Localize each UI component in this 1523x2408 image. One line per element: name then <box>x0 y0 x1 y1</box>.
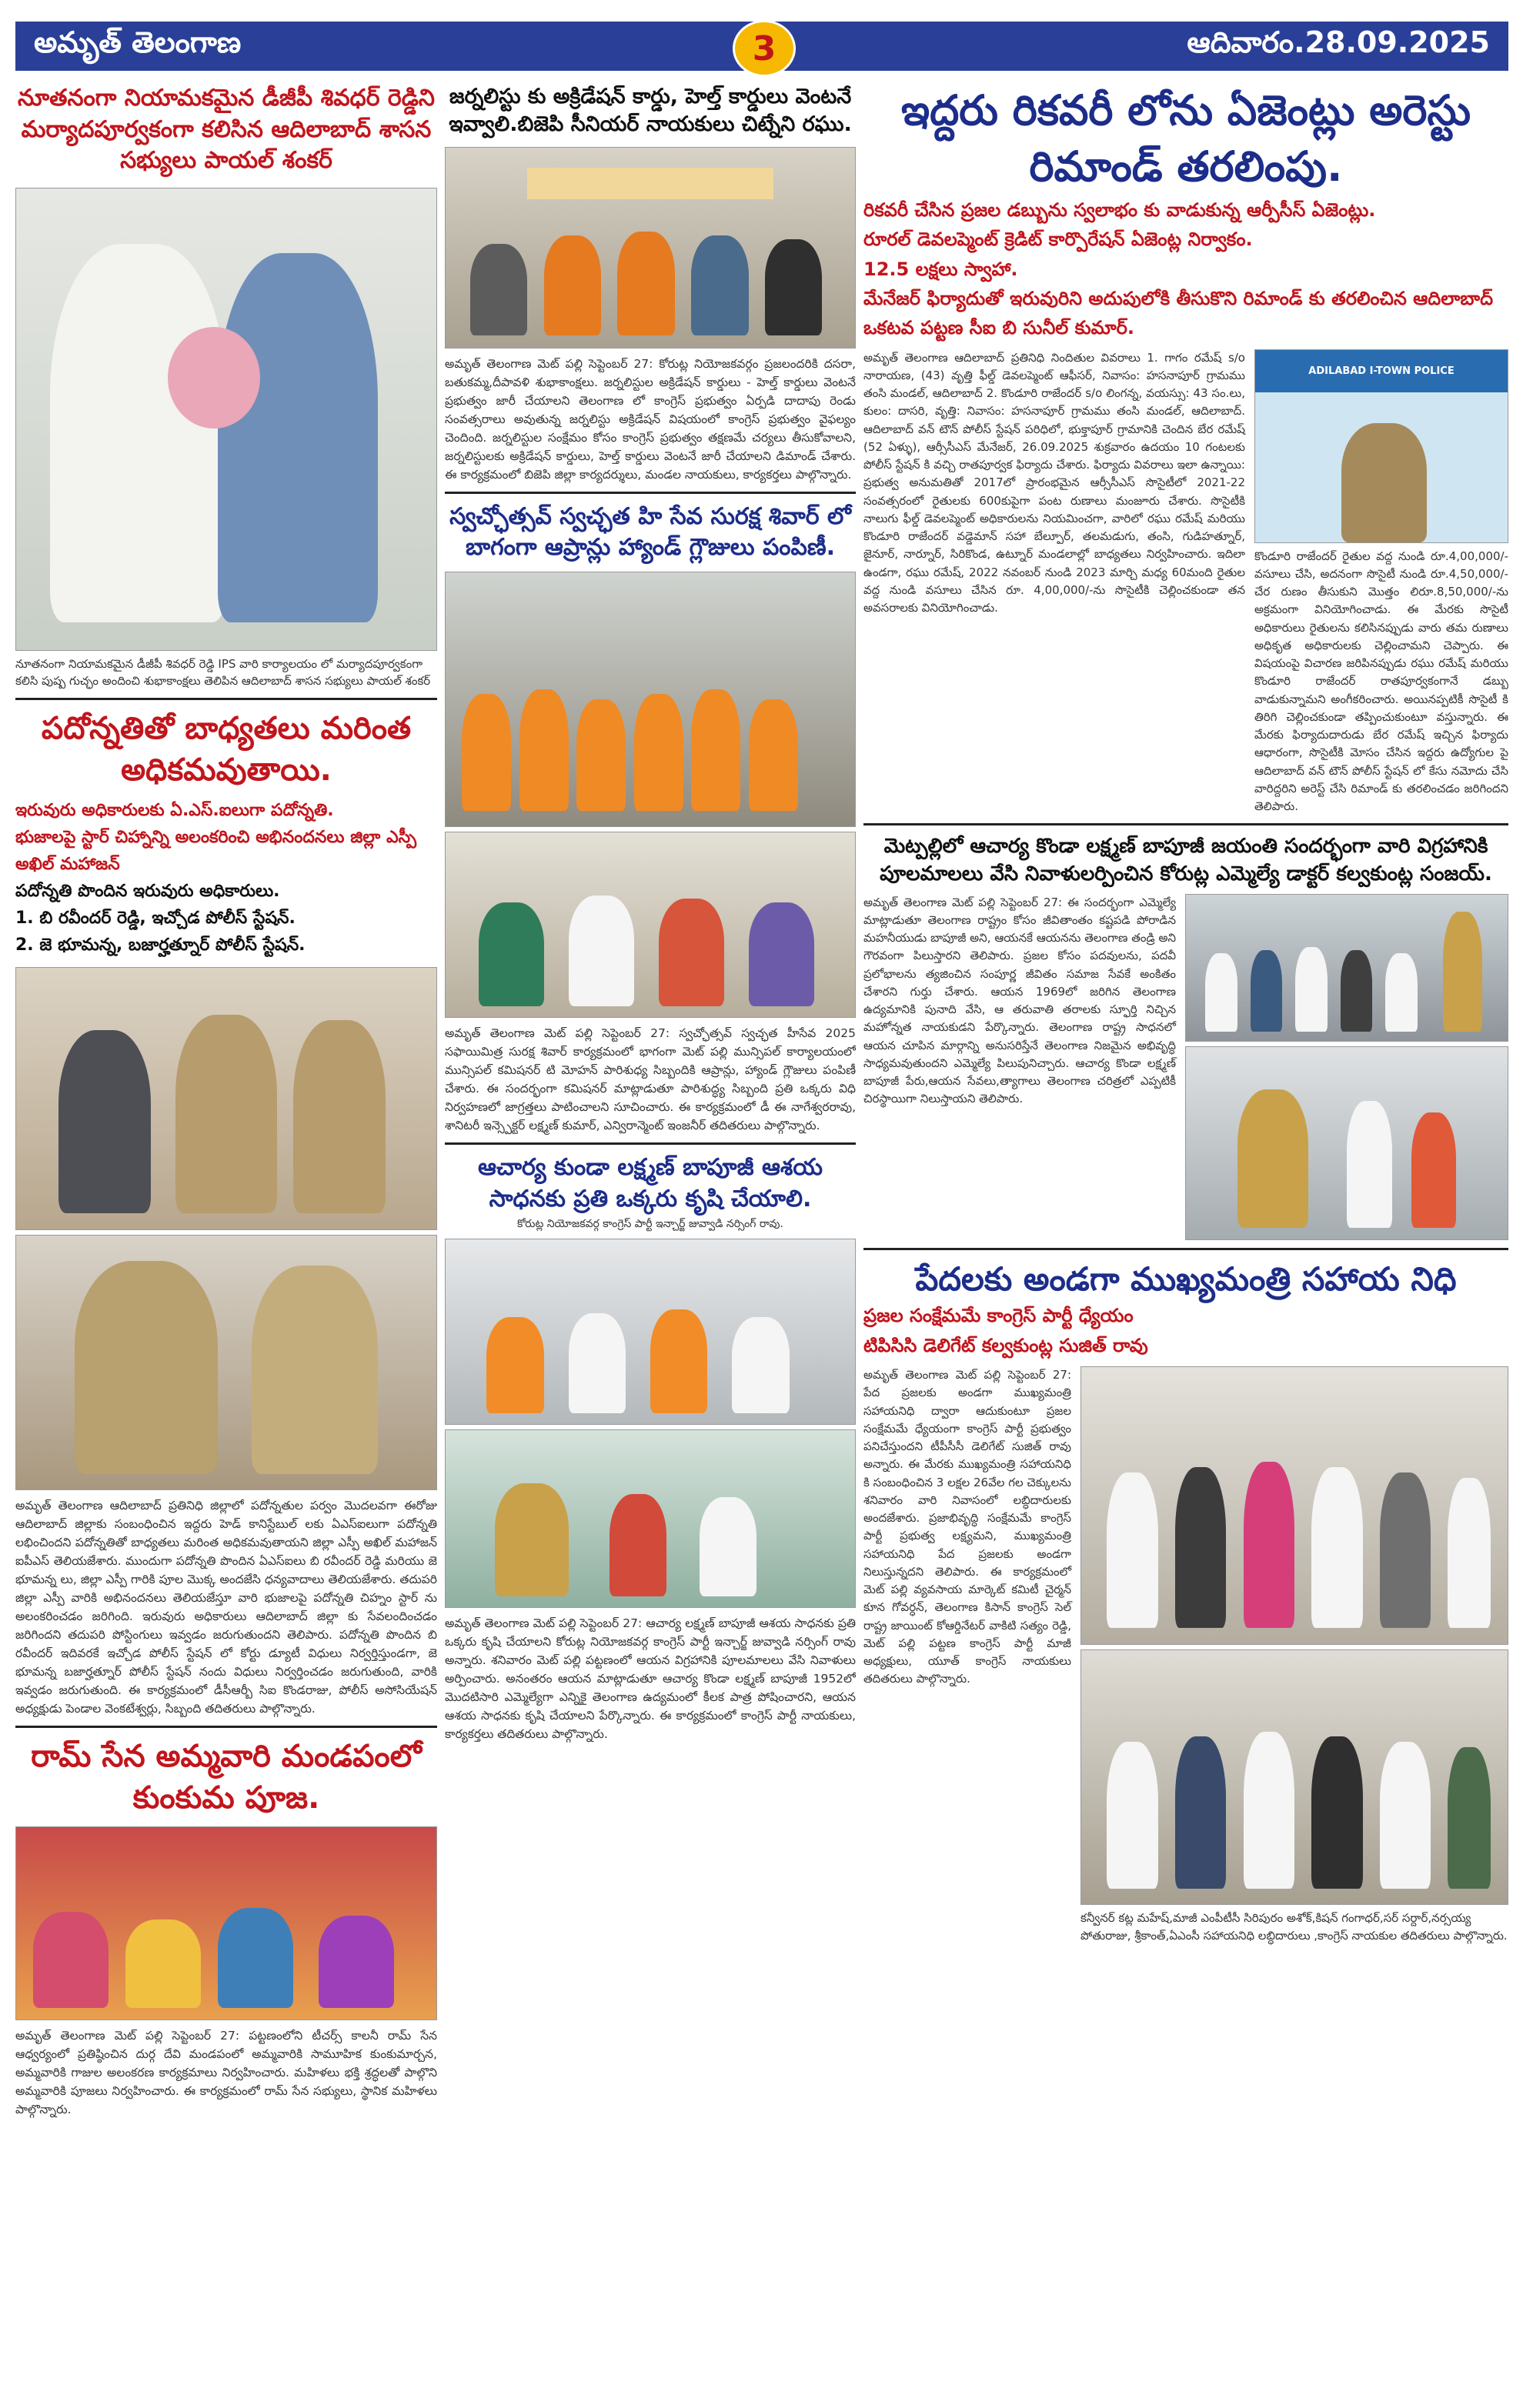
article-recovery-body-1: అమృత్ తెలంగాణ ఆదిలాబాద్ ప్రతినిధి నిందితుల వివరాలు 1. గాగం రమేష్ s/o నారాయణ, (43) వృత్తి ఫీల్డ్ డెవలప్మెంట్ ఆఫీసర్, నివాసం: హసనాపూర్ గ్రామము తంసి మండల్, ఆదిలాబాద్ 2. కొండూరి రాజేందర్ s/o లింగన్న, వయస్సు: 43 సం.లు, కులం: దాసరి, వృత్తి: నివాసం: హసనాపూర్ గ్రామము తంసి మండల్, ఆదిలాబాద్. ఆదిలాబాద్ వన్ టౌన్ పోలీస్ స్టేషన్ పరిధిలో, భుక్తాపూర్ గ్రామానికి చెందిన బేర రమేష్ (52 ఏళ్ళు), ఆర్సీసీఎస్ మేనేజర్, 26.09.2025 శుక్రవారం ఉదయం 10 గంటలకు పోలీస్ స్టేషన్ కి వచ్చి రాతపూర్వక ఫిర్యాదు చేశారు. ఫిర్యాదు వివరాలు ఇలా ఉన్నాయి: ప్రభుత్వ అనుమతితో 2017లో ప్రారంభమైన ఆర్సీసీఎస్ సొసైటీలో 2021-22 సంవత్సరంలో రైతులకు 600కుపైగా పంట రుణాలు మంజూరు చేశారు. సొసైటీకి నాలుగు ఫీల్డ్ డెవలప్మెంట్ అధికారులను నియమించగా, వారిలో రఘు రమేష్ మరియు కొండూరి రాజేందర్ వడ్డెమాన్ సహా బేల్పూర్, తలమడుగు, తంసి, గుడిహత్నూర్, జైనూర్, నార్నూర్, సిరికొండ, ఉట్నూర్ మండలాల్లో బాధ్యతలు నిర్వహించారు. ఇదిలా ఉండగా, రఘు రమేష్, 2022 నవంబర్ నుండి 2023 మార్చి మధ్య 60మంది రైతుల వద్ద నుండి వసూలు చేసిన రూ. 4,00,000/-ను సొసైటీకి చెల్లించకుండా తన అవసరాలకు వినియోగించాడు. <box>863 350 1245 615</box>
stage-banner <box>527 168 773 200</box>
article-kumkuma-body: అమృత్ తెలంగాణ మెట్ పల్లి సెప్టెంబర్ 27: పట్టణంలోని టీచర్స్ కాలనీ రామ్ సేన ఆధ్వర్యంలో ప్రతిష్ఠించిన దుర్గ దేవి మండపంలో అమ్మవారికి సామూహిక కుంకుమార్చన, అమ్మవారికి గాజుల అలంకరణ కార్యక్రమాలు నిర్వహించారు. మహిళలు భక్తి శ్రద్ధలతో పాల్గొని అమ్మవారికి పూజలు నిర్వహించారు. ఈ కార్యక్రమంలో రామ్ సేన సభ్యులు, స్థానిక మహిళలు పాల్గొన్నారు. <box>15 2028 437 2116</box>
photo-bapuji-2 <box>445 1429 856 1608</box>
photo-promotion-2 <box>15 1235 437 1490</box>
headline-recovery-agents: ఇద్దరు రికవరీ లోను ఏజెంట్లు అరెస్టు రిమాండ్ తరలింపు. <box>900 86 1471 191</box>
person-figure <box>479 902 544 1006</box>
person-figure <box>569 1313 626 1413</box>
person-figure <box>1251 950 1283 1032</box>
person-figure <box>576 699 626 811</box>
article-bapuji-body: అమృత్ తెలంగాణ మెట్ పల్లి సెప్టెంబర్ 27: ఆచార్య లక్ష్మణ్ బాపూజీ ఆశయ సాధనకు ప్రతి ఒక్కరు కృషి చేయాలని కోరుట్ల నియోజకవర్గ కాంగ్రెస్ పార్టీ ఇన్చార్జ్ జువ్వాడి నర్సింగ్ రావు అన్నారు. శనివారం మెట్ పల్లి పట్టణంలో ఆయన విగ్రహానికి పూలమాలలు వేసి నివాళులు అర్పించారు. అనంతరం ఆయన మాట్లాడుతూ ఆచార్య కొండా లక్ష్మణ్ బాపూజీ 1952లో మొదటిసారి ఎమ్మెల్యేగా ఎన్నికై తెలంగాణ ఉద్యమంలో కీలక పాత్ర పోషించారని, ఆయన ఆశయ సాధనకు కృషి చేయాలని పేర్కొన్నారు. ఈ కార్యక్రమంలో కాంగ్రెస్ పార్టీ నాయకులు, కార్యకర్తలు తదితరులు పాల్గొన్నారు. <box>445 1616 856 1742</box>
person-figure <box>1311 1736 1362 1889</box>
person-figure <box>125 1919 201 2008</box>
person-figure <box>50 244 226 622</box>
person-figure <box>1341 423 1428 542</box>
statue-figure <box>1237 1089 1308 1228</box>
article-promotion-body: అమృత్ తెలంగాణ ఆదిలాబాద్ ప్రతినిధి జిల్లాలో పదోన్నతుల పర్వం మొదలవగా ఈరోజు ఆదిలాబాద్ జిల్లాకు సంబంధించిన ఇద్దరు హెడ్ కానిస్టేబుల్ లకు ఏఎస్ఐలుగా పదోన్నతి లభించిందని పదోన్నతితో బాధ్యతలు మరింత అధికమవుతాయని జిల్లా ఎస్పీ అఖిల్ మహాజన్ ఐపీఎస్ తెలియజేశారు. ముందుగా పదోన్నతి పొందిన ఏఎస్ఐలు బి రవీందర్ రెడ్డి మరియు జె భూమన్న లు, జిల్లా ఎస్పీ గారికి పూల మొక్క అందజేసి ధన్యవాదాలు తెలియజేశారు. తదుపరి జిల్లా ఎస్పీ వారికి అభినందనలు తెలియజేస్తూ వారి భుజాలపై పదోన్నతి చిహ్నం స్టార్ ను అలంకరించడం జరిగింది. ఇరువురు అధికారులు ఆదిలాబాద్ జిల్లా కు సేవలందించడం జరిగిందని తదుపరి పోస్టింగులు ఇవ్వడం జరుగుతుందని తెలిపారు. పదోన్నతి పొందిన బి రవీందర్ ఇదివరకే ఇచ్చోడ పోలీస్ స్టేషన్ లో కోర్టు డ్యూటీ విధులు నిర్వర్తిస్తుండగా, జె భూమన్న బజార్హత్నూర్ పోలీస్ స్టేషన్ నందు విధులు నిర్వర్తించడం జరుగుతుంది, వారికి ఇవ్వడం జరుగుతుంది. ఈ కార్యక్రమంలో డీసీఆర్బీ సిఐ కొండరాజు, పోలీస్ అసోసియేషన్ అధ్యక్షుడు పెండాల వెంకటేశ్వర్లు, సిబ్బంది తదితరులు పాల్గొన్నారు. <box>15 1498 437 1716</box>
photo-swachhata-2 <box>445 832 856 1018</box>
photo-mla-group <box>1185 894 1508 1042</box>
promotion-item-1: 1. బి రవీందర్ రెడ్డి, ఇచ్చోడ పోలీస్ స్టేషన్. <box>15 909 296 929</box>
person-figure <box>732 1317 789 1413</box>
person-figure <box>1311 1467 1362 1628</box>
article-cm-fund-body: అమృత్ తెలంగాణ మెట్ పల్లి సెప్టెంబర్ 27: పేద ప్రజలకు అండగా ముఖ్యమంత్రి సహాయనిధి ద్వారా ఆదుకుంటూ ప్రజల సంక్షేమమే ధ్యేయంగా కాంగ్రెస్ పార్టీ ప్రభుత్వం పనిచేస్తుందని టీపీసీసీ డెలిగేట్ సుజిత్ రావు అన్నారు. ఈ మేరకు ముఖ్యమంత్రి సహాయనిధి కి సంబంధించిన 3 లక్షల 26వేల గల చెక్కులను శనివారం వారి నివాసంలో లబ్ధిదారులకు అందజేశారు. ప్రజాభివృద్ధి సంక్షేమమే కాంగ్రెస్ పార్టీ ప్రభుత్వ లక్ష్యమని, ముఖ్యమంత్రి సహాయనిధి పేద ప్రజలకు అండగా నిలుస్తున్నదని తెలిపారు. ఈ కార్యక్రమంలో మెట్ పల్లి వ్యవసాయ మార్కెట్ కమిటీ చైర్మన్ కూన గోవర్ధన్, తెలంగాణ కిసాన్ కాంగ్రెస్ సెల్ రాష్ట్ర జాయింట్ కోఆర్డినేటర్ వాకిటి సత్యం రెడ్డి, మెట్ పల్లి పట్టణ కాంగ్రెస్ పార్టీ మాజీ అధ్యక్షులు, యూత్ కాంగ్రెస్ నాయకులు తదితరులు పాల్గొన్నారు. <box>863 1368 1071 1686</box>
column-left <box>15 83 437 2395</box>
person-figure <box>659 899 724 1006</box>
issue-date: ఆదివారం.28.09.2025 <box>1187 25 1490 59</box>
person-figure <box>700 1497 756 1596</box>
person-figure <box>1347 1101 1392 1228</box>
person-figure <box>486 1317 543 1413</box>
article-mla-body: అమృత్ తెలంగాణ మెట్ పల్లి సెప్టెంబర్ 27: ఈ సందర్భంగా ఎమ్మెల్యే మాట్లాడుతూ తెలంగాణ రాష్ట్రం కోసం జీవితాంతం కష్టపడి పోరాడిన మహనీయుడు బాపూజీ అని, ఆయనకే ఆయనను తెలంగాణ తండ్రి అని గౌరవంగా పిలుస్తారని తెలిపారు. ప్రజల కోసం పదవులను, పదవీ ప్రలోభాలను త్యజించిన సంపూర్ణ జీవితం సమాజ సేవకే అంకితం చేశారని గుర్తు చేశారు. ఆయన 1969లో జరిగిన తెలంగాణ ఉద్యమానికి పునాది వేసి, ఆ తరువాతి తరాలకు స్ఫూర్తి నిచ్చిన మహోన్నత నాయకుడని పేర్కొన్నారు. తెలంగాణ రాష్ట్ర సాధనలో ఆయన చూపిన మార్గాన్ని అనుసరిస్తేనే తెలంగాణ నిజమైన అభివృద్ధి సాధ్యమవుతుందని ఎమ్మెల్యే పిలుపునిచ్చారు. ఆచార్య కొండా లక్ష్మణ్ బాపూజీ పేరు,ఆయన సేవలు,త్యాగాలు తెలంగాణ చరిత్రలో ఎప్పటికీ చిరస్థాయిగా నిలుస్తాయని తెలిపారు. <box>863 895 1176 1106</box>
statue-figure <box>1443 912 1481 1032</box>
statue-figure <box>495 1483 569 1596</box>
person-figure <box>175 1015 276 1213</box>
photo-police-officer <box>1254 349 1508 543</box>
person-figure <box>252 1266 378 1474</box>
headline-cm-relief-fund: పేదలకు అండగా ముఖ్యమంత్రి సహాయ నిధి <box>915 1259 1457 1298</box>
photo-bapuji-1 <box>445 1239 856 1425</box>
recovery-sub4: మేనేజర్ ఫిర్యాదుతో ఇరువురిని అదుపులోకి తీసుకొని రిమాండ్ కు తరలించిన ఆదిలాబాద్ ఒకటవ పట్టణ సీఐ బి సునీల్ కుమార్. <box>863 287 1494 339</box>
person-figure <box>319 1916 394 2008</box>
person-figure <box>749 902 814 1006</box>
headline-dgp-meeting: నూతనంగా నియామకమైన డీజీపీ శివధర్ రెడ్డిని మర్యాదపూర్వకంగా కలిసిన ఆదిలాబాద్ శాసన సభ్యులు పాయల్ శంకర్ <box>18 85 435 174</box>
headline-bapuji-ideals: ఆచార్య కుండా లక్ష్మణ్ బాపూజీ ఆశయ సాధనకు ప్రతి ఒక్కరు కృషి చేయాలి. <box>478 1154 823 1212</box>
headline-kumkuma-puja: రామ్ సేన అమ్మవారి మండపంలో కుంకుమ పూజ. <box>31 1738 422 1816</box>
page-number-badge: 3 <box>733 20 796 77</box>
headline-mla-tribute: మెట్పల్లిలో ఆచార్య కొండా లక్ష్మణ్ బాపూజీ జయంతి సందర్భంగా వారి విగ్రహానికి పూలమాలలు వేసి నివాళులర్పించిన కోరుట్ల ఎమ్మెల్యే డాక్టర్ కల్వకుంట్ల సంజయ్. <box>880 835 1492 885</box>
headline-journalist-cards: జర్నలిస్టు కు అక్రిడేషన్ కార్డు, హెల్త్ కార్డులు వెంటనే ఇవ్వాలి.బిజెపి సీనియర్ నాయకులు చిట్నేని రఘు. <box>449 85 852 137</box>
person-figure <box>293 1020 386 1214</box>
person-figure <box>58 1030 151 1213</box>
section-divider <box>863 1248 1508 1250</box>
promotion-item-2: 2. జె భూమన్న, బజార్హత్నూర్ పోలీస్ స్టేషన్. <box>15 936 306 956</box>
person-figure <box>650 1309 707 1412</box>
person-figure <box>1175 1736 1226 1889</box>
person-figure <box>1205 953 1237 1032</box>
flower-bouquet <box>168 327 260 429</box>
person-figure <box>544 235 601 335</box>
article-journalist-body: అమృత్ తెలంగాణ మెట్ పల్లి సెప్టెంబర్ 27: కోరుట్ల నియోజకవర్గం ప్రజలందరికి దసరా, బతుకమ్మ,దీపావళి శుభాకాంక్షలు. జర్నలిస్టుల అక్రిడేషన్ కార్డులు - హెల్త్ కార్డులు వెంటనే ప్రభుత్వం జారీ చేయాలని తెలంగాణ లో కాంగ్రెస్ ప్రభుత్వం ఏర్పడి దాదాపు రెండు సంవత్సరాలు అవుతున్న జర్నలిస్టు అక్రిడేషన్ విషయంలో కాంగ్రెస్ ప్రభుత్వం వైఫల్యం చెందింది. జర్నలిస్టుల సంక్షేమం కోసం కాంగ్రెస్ ప్రభుత్వం తక్షణమే చర్యలు తీసుకోవాలని, జర్నలిస్టులకు అక్రిడేషన్ కార్డులు, హెల్త్ కార్డులు వెంటనే జారీ చేయాలని డిమాండ్ చేశారు. ఈ కార్యక్రమంలో బిజెపి జిల్లా కార్యదర్శులు, మండల నాయకులు, కార్యకర్తలు పాల్గొన్నారు. <box>445 356 856 482</box>
person-figure <box>1244 1732 1294 1889</box>
person-figure <box>1341 950 1373 1032</box>
person-figure <box>1107 1742 1157 1889</box>
photo-cm-fund-1 <box>1080 1366 1508 1645</box>
section-divider <box>445 1142 856 1145</box>
person-figure <box>634 694 683 811</box>
person-figure <box>1448 1478 1490 1627</box>
cm-fund-sub2: టిపిసిసి డెలిగేట్ కల్వకుంట్ల సుజిత్ రావు <box>863 1334 1148 1356</box>
section-divider <box>15 1726 437 1728</box>
recovery-sub2: రూరల్ డెవలప్మెంట్ క్రెడిట్ కార్పొరేషన్ ఏజెంట్ల నిర్వాకం. <box>863 228 1253 251</box>
person-figure <box>218 1908 293 2008</box>
photo-dgp-meeting <box>15 188 437 651</box>
caption-cm-fund: కన్వీనర్ కట్ల మహేష్,మాజీ ఎంపీటీసీ సిరిపురం అశోక్,కిషన్ గంగాధర్,సర్ సర్దార్,నర్సయ్య పోతురాజు, శ్రీకాంత్,ఏఎంసీ సహాయనిధి లబ్ధిదారులు ,కాంగ్రెస్ నాయకుల తదితరులు పాల్గొన్నారు. <box>1080 1911 1508 1943</box>
person-figure <box>1448 1747 1490 1889</box>
person-figure <box>691 689 740 811</box>
cm-fund-sub1: ప్రజల సంక్షేమమే కాంగ్రెస్ పార్టీ ధ్యేయం <box>863 1305 1134 1327</box>
person-figure <box>1295 947 1328 1032</box>
photo-swachhata-1 <box>445 572 856 827</box>
person-figure <box>519 689 569 811</box>
person-figure <box>1385 953 1418 1032</box>
person-figure <box>218 253 377 622</box>
person-figure <box>610 1494 666 1596</box>
article-recovery-body-2: కొండూరి రాజేందర్ రైతుల వద్ద నుండి రూ.4,00,000/- వసూలు చేసి, అదనంగా సొసైటీ నుండి రూ.4,50,000/- చేర రుణం తీసుకుని మొత్తం లిరూ.8,50,000/-ను అక్రమంగా వినియోగించాడు. ఈ మేరకు సొసైటీ అధికారులు రైతులను కలిసినప్పుడు వారు తమ రుణాలు అధికృత అధికారులకు చెల్లించామని చెప్పారు. ఈ విషయంపై విచారణ జరిపినప్పుడు రఘు రమేష్ మరియు కొండూరి రాజేందర్ రాతపూర్వకంగానే డబ్బు వాడుకున్నామని అంగీకరించారు. అయినప్పటికీ సొసైటీ కి తిరిగి చెల్లించకుండా తప్పించుకుంటూ వస్తున్నారు. ఈ మేరకు ఫిర్యాదుదారుడు బేర రమేష్ ఇచ్చిన ఫిర్యాదు ఆధారంగా, సొసైటీకి మోసం చేసిన ఇద్దరు ఉద్యోగుల పై ఆదిలాబాద్ వన్ టౌన్ పోలీస్ స్టేషన్ లో కేసు నమోదు చేసి వారిద్దరిని అరెస్ట్ చేసి రిమాండ్ కు తరలించడం జరిగిందని తెలిపారు. <box>1254 549 1508 814</box>
headline-promotion: పదోన్నతితో బాధ్యతలు మరింత అధికమవుతాయి. <box>41 710 412 788</box>
person-figure <box>75 1261 218 1474</box>
recovery-sub3: 12.5 లక్షలు స్వాహా. <box>863 258 1018 280</box>
person-figure <box>1380 1472 1431 1628</box>
person-figure <box>1175 1467 1226 1628</box>
newspaper-brand: అమృత్ తెలంగాణ <box>34 25 242 59</box>
police-banner: ADILABAD I-TOWN POLICE <box>1255 350 1508 392</box>
person-figure <box>33 1912 109 2008</box>
photo-mla-statue <box>1185 1046 1508 1240</box>
recovery-sub1: రికవరీ చేసిన ప్రజల డబ్బును స్వలాభం కు వాడుకున్న ఆర్పీసీస్ ఏజెంట్లు. <box>863 198 1376 221</box>
person-figure <box>1411 1112 1457 1228</box>
column-middle <box>445 83 856 2395</box>
person-figure <box>569 895 634 1006</box>
person-figure <box>462 694 511 811</box>
person-figure <box>1380 1742 1431 1889</box>
person-figure <box>1244 1462 1294 1628</box>
person-figure <box>691 235 748 335</box>
person-figure <box>617 232 674 335</box>
section-divider <box>445 492 856 494</box>
promotion-sub3: పదోన్నతి పొందిన ఇరువురు అధికారులు. <box>15 882 280 902</box>
promotion-sub1: ఇరువురు అధికారులకు ఏ.ఎస్.ఐలుగా పదోన్నతి. <box>15 800 334 820</box>
article-swachhata-body: అమృత్ తెలంగాణ మెట్ పల్లి సెప్టెంబర్ 27: స్వచ్ఛోత్సవ్ స్వచ్ఛత హీసేవ 2025 సఫాయిమిత్ర సురక్ష శివార్ కార్యక్రమంలో భాగంగా మెట్ పల్లి మున్సిపల్ కార్యాలయంలో మున్సిపల్ కమిషనర్ టి మోహన్ పారిశుధ్య సిబ్బందికి ఆప్రాన్లు, హ్యాండ్ గ్లౌజులు పంపిణీ చేశారు. ఈ సందర్భంగా కమిషనర్ మాట్లాడుతూ పారిశుద్ధ్య సిబ్బంది ప్రతి ఒక్కరు విధి నిర్వహణలో జాగ్రత్తలు పాటించాలని సూచించారు. ఈ కార్యక్రమంలో డీ ఈ నాగేశ్వరరావు, శానిటరీ ఇన్స్పెక్టర్ లక్ష్మణ్ కుమార్, ఎన్విరాన్మెంట్ ఇంజనీర్ తదితరులు పాల్గొన్నారు. <box>445 1026 856 1133</box>
person-figure <box>765 239 822 335</box>
photo-promotion-1 <box>15 967 437 1230</box>
photo-bjp-press-meet <box>445 147 856 349</box>
photo-cm-fund-2 <box>1080 1649 1508 1905</box>
headline-swachhata: స్వచ్ఛోత్సవ్ స్వచ్ఛత హి సేవ సురక్ష శివార్ లో బాగంగా ఆప్రాన్లు హ్యాండ్ గ్లౌజులు పంపిణీ. <box>449 502 851 562</box>
person-figure <box>1107 1472 1157 1628</box>
promotion-sub2: భుజాలపై స్టార్ చిహ్నాన్ని అలంకరించి అభినందనలు జిల్లా ఎస్పీ అఖిల్ మహాజన్ <box>15 827 417 874</box>
caption-dgp-meeting: నూతనంగా నియామకమైన డీజీపీ శివధర్ రెడ్డి IPS వారి కార్యాలయం లో మర్యాదపూర్వకంగా కలిసి పుష్ప గుచ్ఛం అందించి శుభాకాంక్షలు తెలిపిన ఆదిలాబాద్ శాసన సభ్యులు పాయల్ శంకర్ <box>15 656 431 688</box>
section-divider <box>15 698 437 700</box>
column-right <box>863 83 1508 2395</box>
section-divider <box>863 823 1508 825</box>
person-figure <box>749 699 798 811</box>
person-figure <box>470 244 527 336</box>
photo-kumkuma-puja <box>15 1826 437 2020</box>
byline-narsing-rao: కోరుట్ల నియోజకవర్గ కాంగ్రెస్ పార్టీ ఇన్చార్జ్ జువ్వాడి నర్సింగ్ రావు. <box>517 1218 783 1231</box>
